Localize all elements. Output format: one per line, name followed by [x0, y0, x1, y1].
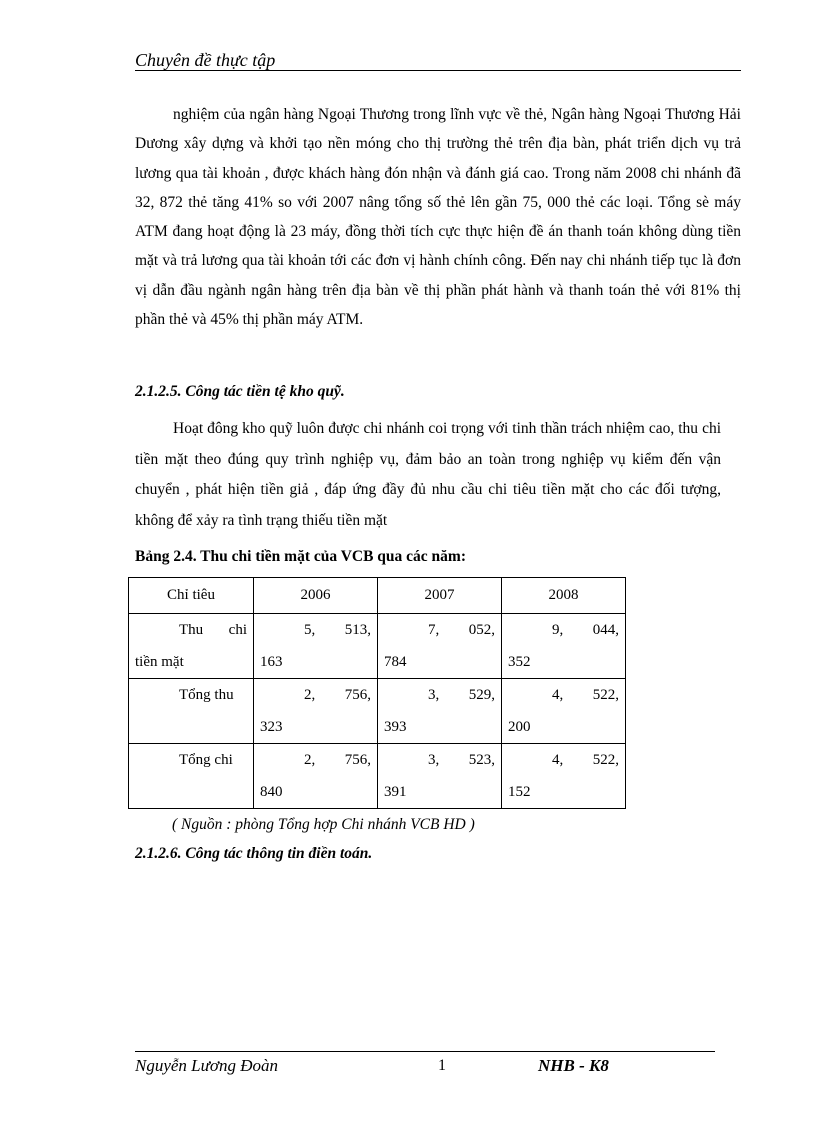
value-cell: [254, 614, 378, 679]
value-part: 529,: [468, 687, 495, 703]
value-cell: [378, 614, 502, 679]
value-cell: [502, 744, 626, 809]
table-header-row: [129, 578, 626, 614]
row-label: [129, 679, 254, 744]
header-cell-indicator: Chỉ tiêu: [129, 578, 254, 614]
value-cell: [254, 679, 378, 744]
value-part: 393: [384, 719, 407, 735]
table-row: [129, 614, 626, 679]
row-label-line-2: [135, 711, 247, 743]
value-part: 2,: [304, 687, 316, 703]
value-part: 323: [260, 719, 283, 735]
value-part: 756,: [344, 752, 371, 768]
value-cell: [254, 744, 378, 809]
value-cell: [502, 614, 626, 679]
value-part: 044,: [592, 622, 619, 638]
footer-rule: [135, 1051, 715, 1052]
header-rule: [135, 70, 741, 71]
value-part: 4,: [552, 752, 564, 768]
section-heading-cash-management: 2.1.2.5. Công tác tiền tệ kho quỹ.: [135, 383, 345, 400]
row-label-line-1: Tổng chi: [179, 752, 233, 768]
table-row: [129, 679, 626, 744]
value-part: 3,: [428, 687, 440, 703]
value-part: 4,: [552, 687, 564, 703]
header-cell-2008: 2008: [502, 578, 626, 614]
value-part: 522,: [592, 687, 619, 703]
value-part: 391: [384, 784, 407, 800]
value-part: 523,: [468, 752, 495, 768]
footer-class: NHB - K8: [538, 1056, 609, 1075]
value-part: 784: [384, 654, 407, 670]
row-label-line-1: Tổng thu: [179, 687, 234, 703]
value-part: 3,: [428, 752, 440, 768]
table-row: [129, 744, 626, 809]
value-part: 163: [260, 654, 283, 670]
value-part: 840: [260, 784, 283, 800]
value-part: 052,: [468, 622, 495, 638]
value-part: 522,: [592, 752, 619, 768]
table-source-note: ( Nguồn : phòng Tổng hợp Chi nhánh VCB HD ): [172, 816, 475, 833]
header-cell-2006: 2006: [254, 578, 378, 614]
value-cell: [502, 679, 626, 744]
header-cell-2007: 2007: [378, 578, 502, 614]
row-label: [129, 614, 254, 679]
footer-page-number: 1: [438, 1057, 446, 1074]
cash-management-paragraph: Hoạt đông kho quỹ luôn được chi nhánh coi trọng với tinh thần trách nhiệm cao, thu chi tiền mặt theo đúng quy trình nghiệp vụ, đảm bảo an toàn trong nghiệp vụ kiểm đến vận chuyển , phát hiện tiền giả , đáp ứng đầy đủ nhu cầu chi tiêu tiền mặt cho các đối tượng, không để xảy ra tình trạng thiếu tiền mặt: [135, 420, 721, 529]
value-part: 9,: [552, 622, 564, 638]
value-part: 513,: [344, 622, 371, 638]
value-part: 756,: [344, 687, 371, 703]
row-label-line-2: [135, 776, 247, 808]
row-label: [129, 744, 254, 809]
value-part: 7,: [428, 622, 440, 638]
value-part: 2,: [304, 752, 316, 768]
value-part: 5,: [304, 622, 316, 638]
intro-paragraph: nghiệm của ngân hàng Ngoại Thương trong lĩnh vực về thẻ, Ngân hàng Ngoại Thương Hải Dương xây dựng và khởi tạo nền móng cho thị trường thẻ trên địa bàn, phát triển dịch vụ trả lương qua tài khoản , được khách hàng đón nhận và đánh giá cao. Trong năm 2008 chi nhánh đã 32, 872 thẻ tăng 41% so với 2007 nâng tổng số thẻ lên gần 75, 000 thẻ các loại. Tổng sè máy ATM đang hoạt động là 23 máy, đồng thời tích cực thực hiện đề án thanh toán không dùng tiền mặt và trả lương qua tài khoản tới các đơn vị hành chính công. Đến nay chi nhánh tiếp tục là đơn vị dẫn đầu ngành ngân hàng trên địa bàn về thị phần phát hành và thanh toán thẻ với 81% thị phần thẻ và 45% thị phần máy ATM.: [135, 106, 741, 329]
value-part: 152: [508, 784, 531, 800]
value-part: 200: [508, 719, 531, 735]
table-caption: Bảng 2.4. Thu chi tiền mặt của VCB qua các năm:: [135, 548, 466, 565]
value-cell: [378, 744, 502, 809]
page-header-title: Chuyên đề thực tập: [135, 50, 276, 70]
value-part: 352: [508, 654, 531, 670]
section-heading-it: 2.1.2.6. Công tác thông tin điền toán.: [135, 845, 373, 862]
cash-flow-table: [128, 577, 626, 809]
footer-author: Nguyễn Lương Đoàn: [135, 1056, 279, 1075]
row-label-line-1: Thu chi: [179, 622, 247, 638]
value-cell: [378, 679, 502, 744]
row-label-line-2: tiền mặt: [135, 654, 184, 670]
